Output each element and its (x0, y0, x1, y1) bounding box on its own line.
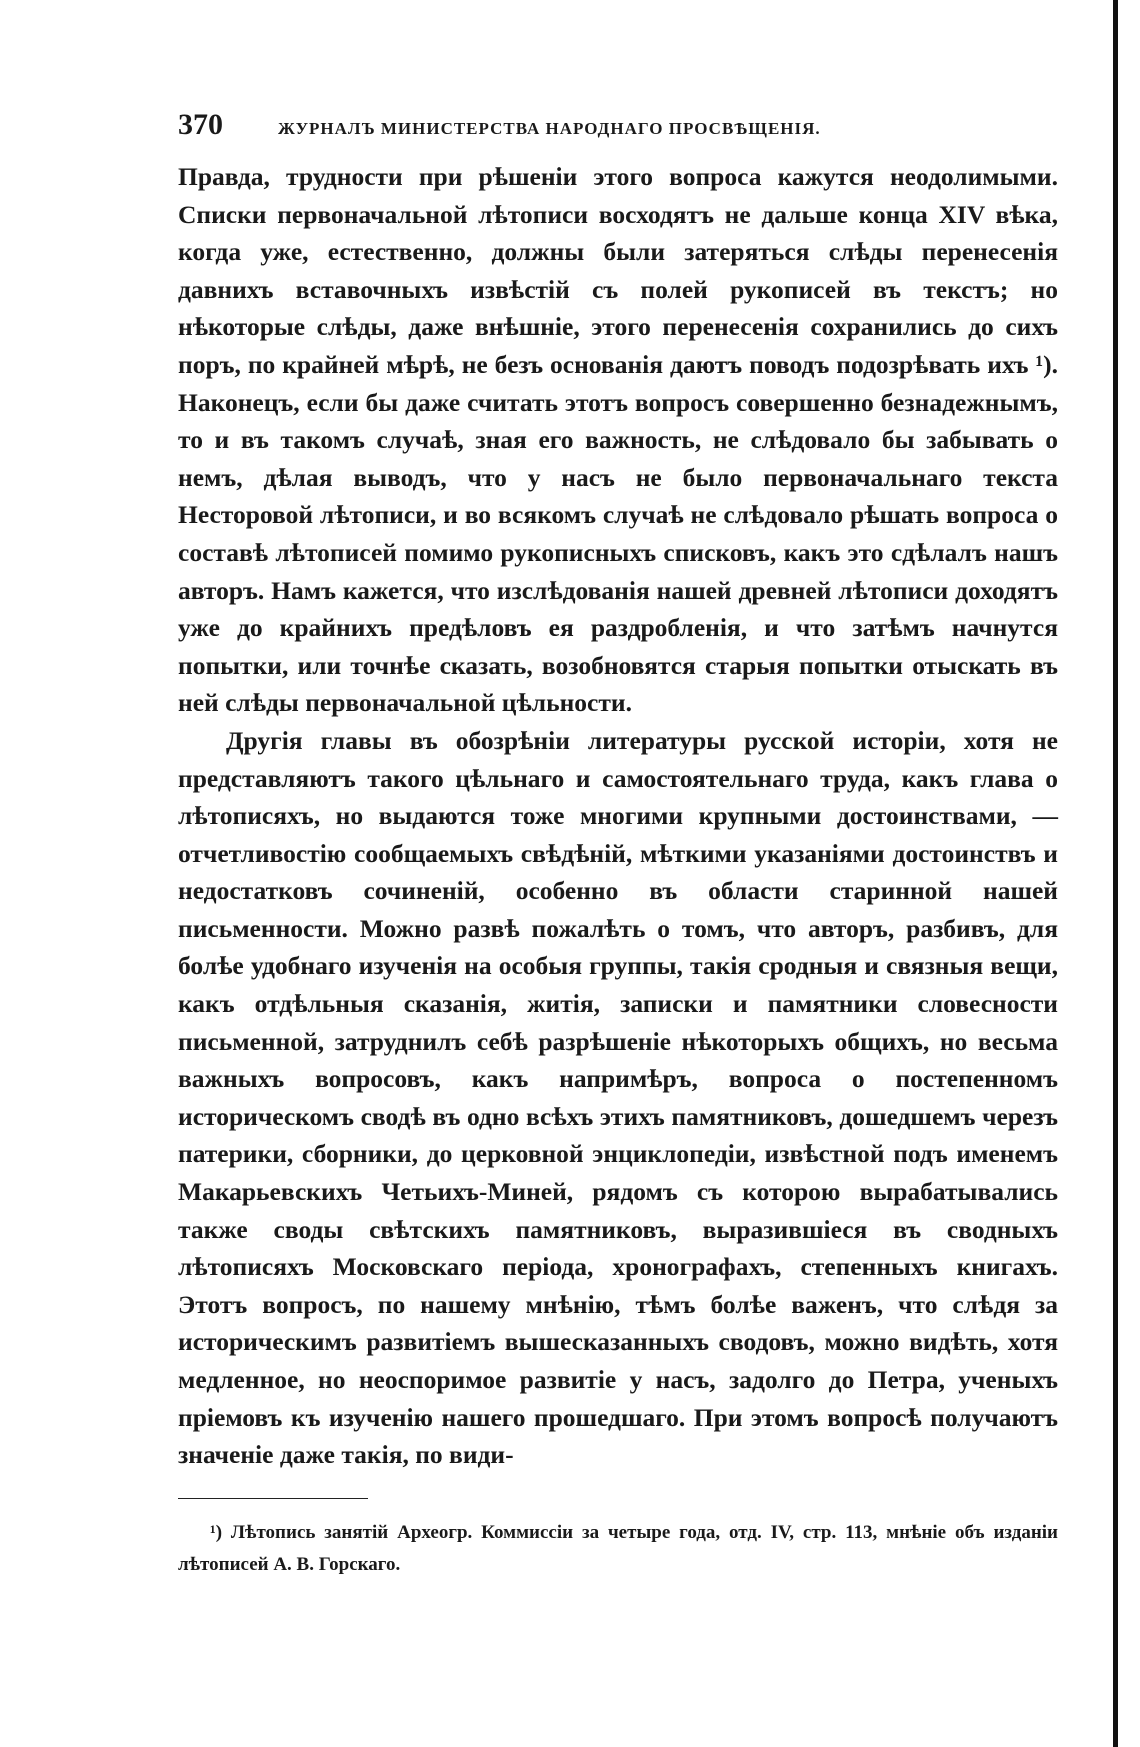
paragraph: Другія главы въ обозрѣніи литературы русской исторіи, хотя не представляютъ такого цѣльнаго и самостоятельнаго труда, какъ глава о лѣтописяхъ, но выдаются тоже многими крупными достоинствами, — отчетливостію сообщаемыхъ свѣдѣній, мѣткими указаніями достоинствъ и недостатковъ сочиненій, особенно въ области старинной нашей письменности. Можно развѣ пожалѣть о томъ, что авторъ, разбивъ, для болѣе удобнаго изученія на особыя группы, такія сродныя и связныя вещи, какъ отдѣльныя сказанія, житія, записки и памятники словесности письменной, затруднилъ себѣ разрѣшеніе нѣкоторыхъ общихъ, но весьма важныхъ вопросовъ, какъ напримѣръ, вопроса о постепенномъ историческомъ сводѣ въ одно всѣхъ этихъ памятниковъ, дошедшемъ черезъ патерики, сборники, до церковной энциклопедіи, извѣстной подъ именемъ Макарьевскихъ Четьихъ-Миней, рядомъ съ которою вырабатывались также своды свѣтскихъ памятниковъ, выразившіеся въ сводныхъ лѣтописяхъ Московскаго періода, хронографахъ, степенныхъ книгахъ. Этотъ вопросъ, по нашему мнѣнію, тѣмъ болѣе важенъ, что слѣдя за историческимъ развитіемъ вышесказанныхъ сводовъ, можно видѣть, хотя медленное, но неоспоримое развитіе у насъ, задолго до Петра, ученыхъ пріемовъ къ изученію нашего прошедшаго. При этомъ вопросѣ получаютъ значеніе даже такія, по види- (178, 725, 1058, 1470)
body-text (178, 158, 1058, 1474)
footnotes (178, 1517, 1058, 1581)
footnote: ¹) Лѣтопись занятій Археогр. Коммиссіи за четыре года, отд. IV, стр. 113, мнѣніе объ изданіи лѣтописей А. В. Горскаго. (178, 1521, 1058, 1575)
running-title: ЖУРНАЛЪ МИНИСТЕРСТВА НАРОДНАГО ПРОСВѢЩЕНІЯ. (278, 119, 821, 138)
page-number: 370 (178, 108, 223, 141)
paragraph: Правда, трудности при рѣшеніи этого вопроса кажутся неодолимыми. Списки первоначальной лѣтописи восходятъ не дальше конца XIV вѣка, когда уже, естественно, должны были затеряться слѣды перенесенія давнихъ вставочныхъ извѣстій съ полей рукописей въ текстъ; но нѣкоторые слѣды, даже внѣшніе, этого перенесенія сохранились до сихъ поръ, по крайней мѣрѣ, не безъ основанія даютъ поводъ подозрѣвать ихъ ¹). Наконецъ, если бы даже считать этотъ вопросъ совершенно безнадежнымъ, то и въ такомъ случаѣ, зная его важность, не слѣдовало бы забывать о немъ, дѣлая выводъ, что у насъ не было первоначальнаго текста Несторовой лѣтописи, и во всякомъ случаѣ не слѣдовало рѣшать вопроса о составѣ лѣтописей помимо рукописныхъ списковъ, какъ это сдѣлалъ нашъ авторъ. Намъ кажется, что изслѣдованія нашей древней лѣтописи доходятъ уже до крайнихъ предѣловъ ея раздробленія, и что затѣмъ начнутся попытки, или точнѣе сказать, возобновятся старыя попытки отыскать въ ней слѣды первоначальной цѣльности. (178, 162, 1058, 718)
footnote-divider (178, 1498, 368, 1499)
page-header (178, 108, 1058, 148)
page-edge-line (1113, 0, 1118, 1747)
book-page (178, 108, 1058, 1581)
